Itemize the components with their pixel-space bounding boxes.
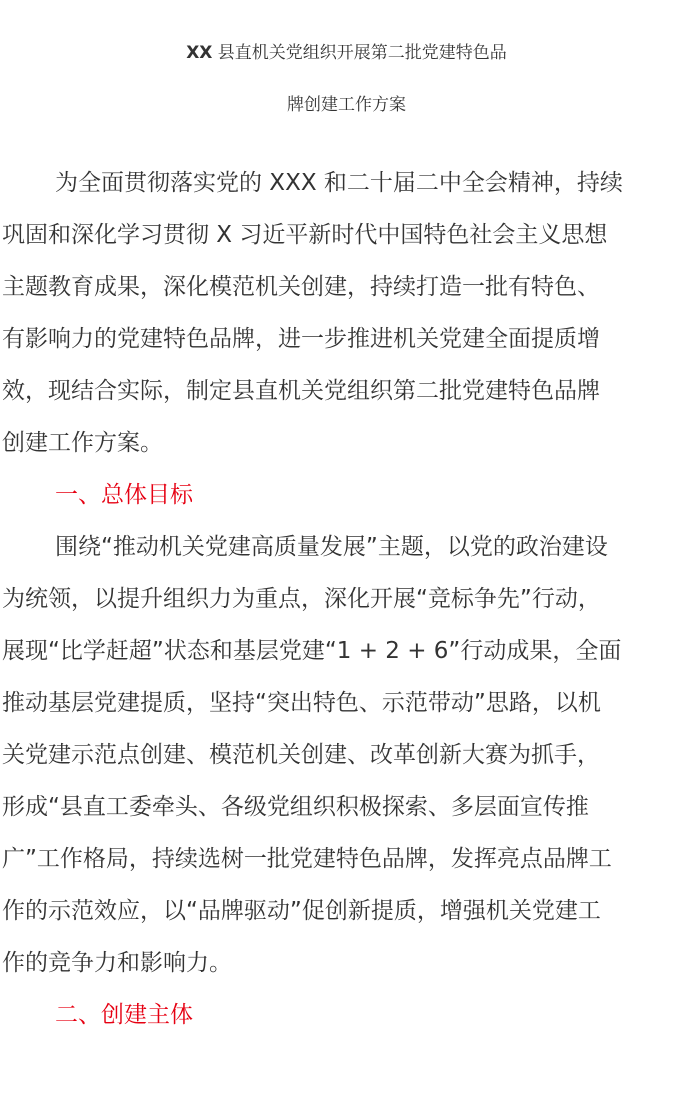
section-heading-creation-subject: 二、创建主体	[55, 1002, 193, 1028]
section1-paragraph-line: 关党建示范点创建、模范机关创建、改革创新大赛为抓手，	[2, 742, 600, 768]
intro-paragraph-line: 巩固和深化学习贯彻 X 习近平新时代中国特色社会主义思想	[2, 222, 608, 248]
section1-paragraph-line: 推动基层党建提质，坚持“突出特色、示范带动”思路，以机	[2, 690, 601, 716]
title-line-1-text: 县直机关党组织开展第二批党建特色品	[212, 43, 507, 63]
section1-paragraph-line: 围绕“推动机关党建高质量发展”主题，以党的政治建设	[55, 534, 608, 560]
section1-paragraph-line: 展现“比学赶超”状态和基层党建“1 + 2 + 6”行动成果，全面	[2, 638, 622, 664]
intro-paragraph-line: 有影响力的党建特色品牌，进一步推进机关党建全面提质增	[2, 326, 600, 352]
intro-paragraph-line: 效，现结合实际，制定县直机关党组织第二批党建特色品牌	[2, 378, 600, 404]
title-prefix: XX	[186, 43, 213, 63]
section1-paragraph-line: 作的示范效应，以“品牌驱动”促创新提质，增强机关党建工	[2, 898, 601, 924]
section-heading-overall-goal: 一、总体目标	[55, 482, 193, 508]
section1-paragraph-line: 作的竞争力和影响力。	[2, 950, 232, 976]
intro-paragraph-line: 创建工作方案。	[2, 430, 163, 456]
document-title-line-1	[0, 27, 693, 79]
intro-paragraph-line: 主题教育成果，深化模范机关创建，持续打造一批有特色、	[2, 274, 600, 300]
section1-paragraph-line: 形成“县直工委牵头、各级党组织积极探索、多层面宣传推	[2, 794, 589, 820]
section1-paragraph-line: 为统领，以提升组织力为重点，深化开展“竞标争先”行动，	[2, 586, 601, 612]
document-title-line-2: 牌创建工作方案	[287, 95, 406, 115]
intro-paragraph-line: 为全面贯彻落实党的 XXX 和二十届二中全会精神，持续	[55, 170, 623, 196]
section1-paragraph-line: 广”工作格局，持续选树一批党建特色品牌，发挥亮点品牌工	[2, 846, 612, 872]
